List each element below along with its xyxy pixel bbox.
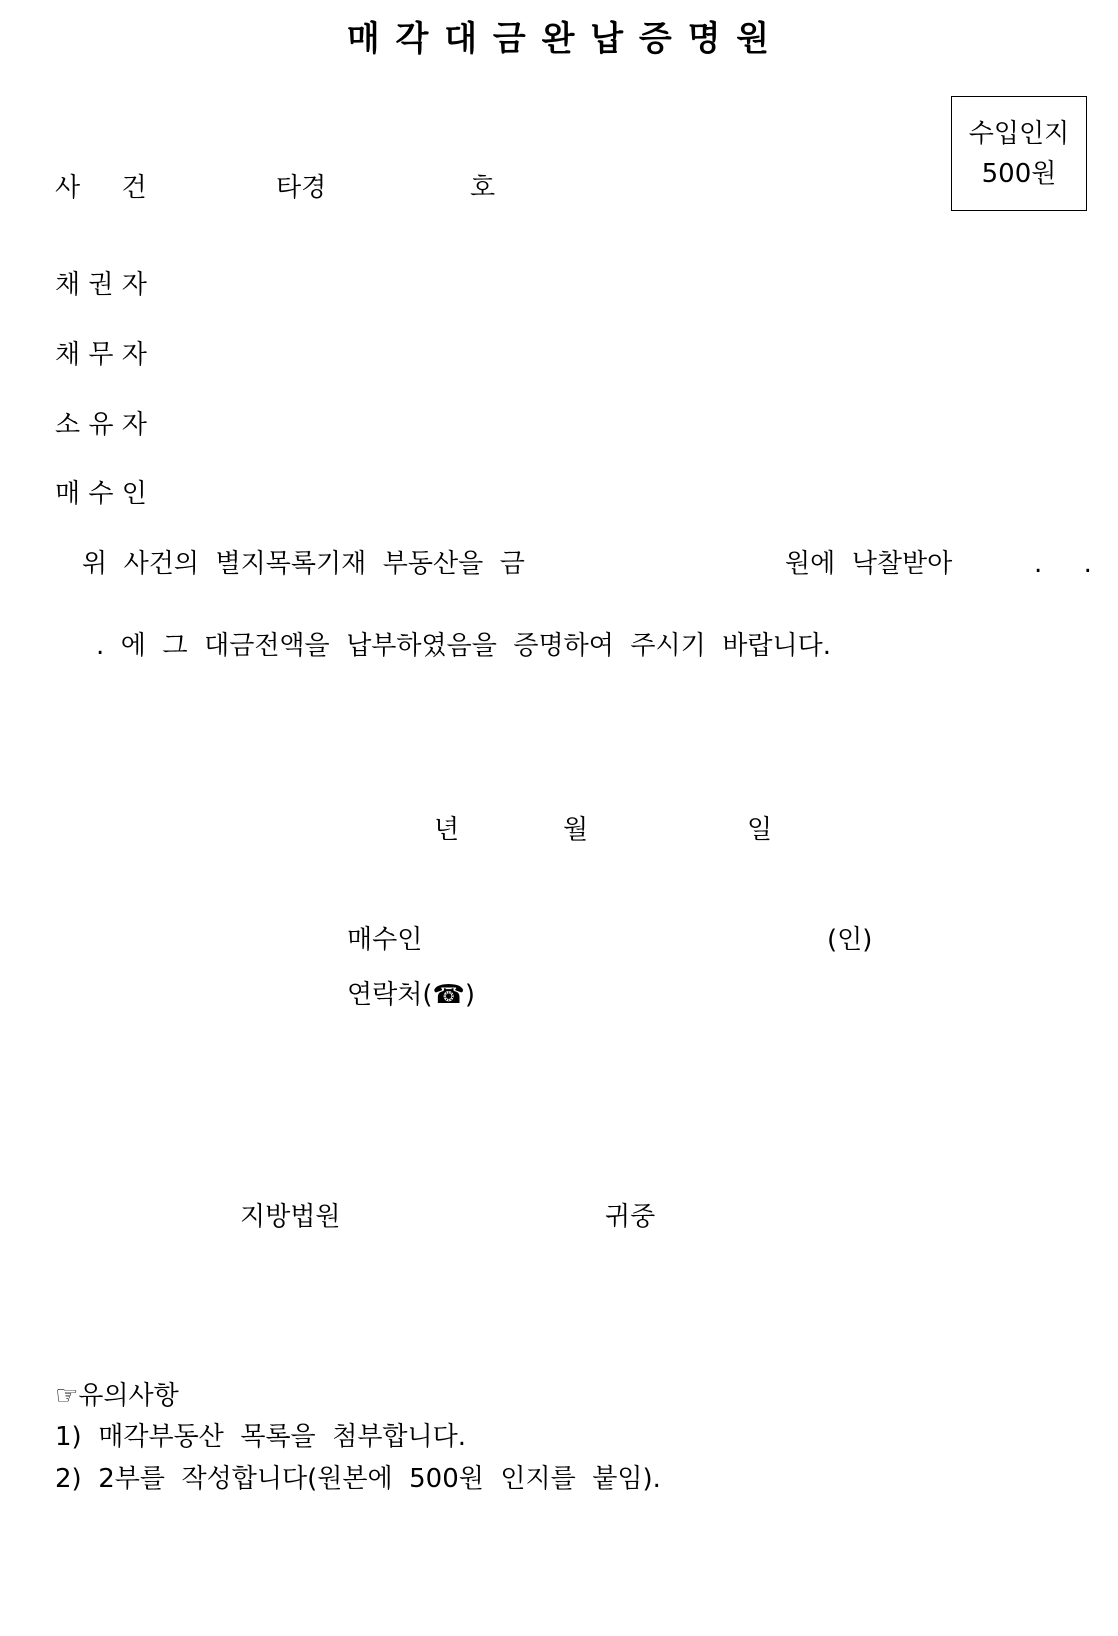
body-line2: . 에 그 대금전액을 납부하였음을 증명하여 주시기 바랍니다.: [96, 631, 832, 661]
date-month-label: 월: [563, 815, 589, 845]
creditor-label: 채 권 자: [55, 270, 147, 300]
date-year-label: 년: [434, 815, 460, 845]
document-title: 매 각 대 금 완 납 증 명 원: [346, 19, 772, 59]
signature-buyer-label: 매수인: [347, 925, 423, 955]
case-court-code: 타경: [276, 173, 327, 203]
buyer-label: 매 수 인: [55, 479, 147, 509]
court-name-label: 지방법원: [240, 1202, 341, 1232]
owner-label: 소 유 자: [55, 410, 147, 440]
signature-seal: (인): [827, 925, 873, 955]
case-label: 사 건: [55, 173, 147, 203]
body-line1-part2: 원에 낙찰받아: [785, 549, 953, 579]
date-day-label: 일: [747, 815, 773, 845]
addressee-honorific: 귀중: [605, 1202, 656, 1232]
revenue-stamp-box: [951, 96, 1087, 211]
stamp-amount: 500원: [981, 158, 1057, 189]
body-line1-dots: . .: [1034, 549, 1092, 579]
notes-item: 1) 매각부동산 목록을 첨부합니다.: [55, 1422, 467, 1452]
debtor-label: 채 무 자: [55, 340, 147, 370]
stamp-label: 수입인지: [968, 118, 1070, 149]
case-number-suffix: 호: [470, 173, 496, 203]
contact-label: 연락처(☎): [347, 980, 476, 1010]
notes-heading: ☞유의사항: [55, 1381, 179, 1411]
notes-item: 2) 2부를 작성합니다(원본에 500원 인지를 붙임).: [55, 1464, 661, 1494]
body-line1-part1: 위 사건의 별지목록기재 부동산을 금: [82, 549, 525, 579]
